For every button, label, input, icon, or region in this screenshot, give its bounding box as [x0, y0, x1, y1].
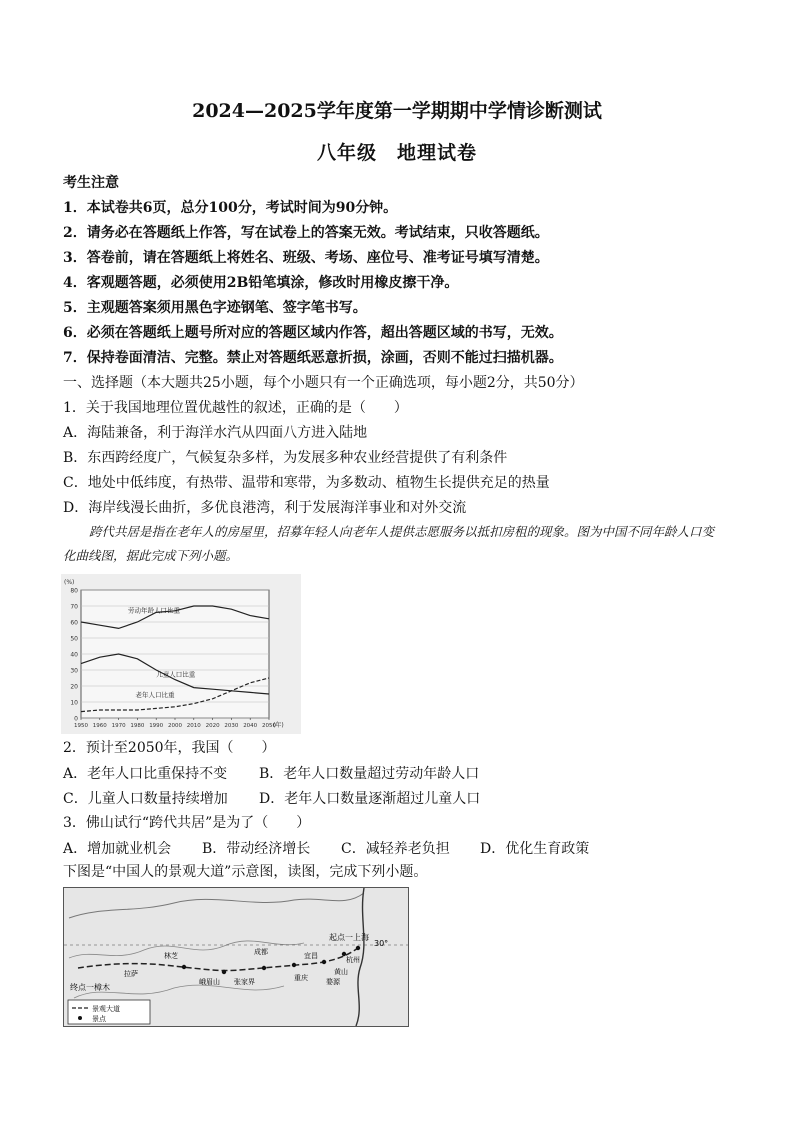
y-tick-label: 40 — [70, 651, 78, 659]
y-tick-label: 10 — [70, 699, 78, 707]
notice-item: 1．本试卷共6页，总分100分，考试时间为90分钟。 — [63, 200, 398, 216]
x-tick-label: 2030 — [224, 723, 239, 729]
series-label-3: 老年人口比重 — [135, 691, 175, 700]
exam-title: 2024—2025学年度第一学期期中学情诊断测试 — [192, 100, 602, 122]
scenic-avenue-map — [63, 887, 409, 1027]
question-1-option-c: C．地处中低纬度，有热带、温带和寒带，为多数动、植物生长提供充足的热量 — [63, 475, 550, 491]
question-3-stem: 3．佛山试行“跨代共居”是为了（ ） — [63, 815, 311, 831]
y-tick-label: 60 — [70, 619, 78, 627]
y-axis-unit: (%) — [64, 579, 75, 586]
reading-passage-2: 下图是“中国人的景观大道”示意图，读图，完成下列小题。 — [63, 864, 428, 880]
y-tick-label: 20 — [70, 683, 78, 691]
legend-road-label: 景观大道 — [92, 1005, 120, 1013]
map-label-latitude: 30° — [374, 939, 389, 948]
map-label-city: 杭州 — [346, 956, 360, 964]
question-1-option-a: A．海陆兼备，利于海洋水汽从四面八方进入陆地 — [63, 425, 368, 441]
notice-item: 7．保持卷面清洁、完整。禁止对答题纸恶意折损，涂画，否则不能过扫描机器。 — [63, 350, 563, 366]
population-chart — [61, 574, 301, 734]
question-2-option-a: A．老年人口比重保持不变 — [63, 766, 228, 782]
map-label-city: 黄山 — [334, 968, 348, 976]
y-tick-label: 50 — [70, 635, 78, 643]
series-label-1: 劳动年龄人口比重 — [128, 606, 180, 615]
x-tick-label: 2050 — [262, 723, 276, 729]
map-label-city: 宜昌 — [304, 952, 318, 960]
x-tick-label: 1990 — [149, 723, 164, 729]
y-tick-label: 70 — [70, 603, 78, 611]
scenic-avenue-map-svg — [64, 888, 408, 1026]
question-2-options-row2 — [63, 788, 480, 808]
question-3-option-b: B．带动经济增长 — [202, 841, 311, 857]
x-tick-label: 2010 — [186, 723, 201, 729]
notice-item: 4．客观题答题，必须使用2B铅笔填涂，修改时用橡皮擦干净。 — [63, 275, 459, 291]
question-3-options — [63, 838, 589, 858]
question-3-option-d: D．优化生育政策 — [480, 841, 590, 857]
question-2-stem: 2．预计至2050年，我国（ ） — [63, 740, 276, 756]
question-2-option-d: D．老年人口数量逐渐超过儿童人口 — [259, 791, 481, 807]
section-heading: 一、选择题（本大题共25小题，每个小题只有一个正确选项，每小题2分，共50分） — [63, 375, 584, 391]
x-tick-label: 1960 — [92, 723, 107, 729]
y-tick-label: 30 — [70, 667, 78, 675]
map-label-city: 张家界 — [234, 978, 255, 986]
question-2-options-row1 — [63, 763, 479, 783]
x-axis-unit: (年) — [273, 722, 284, 729]
map-label-city: 拉萨 — [124, 970, 138, 978]
question-2-option-c: C．儿童人口数量持续增加 — [63, 791, 228, 807]
question-1-option-d: D．海岸线漫长曲折，多优良港湾，利于发展海洋事业和对外交流 — [63, 500, 467, 516]
question-1-stem: 1．关于我国地理位置优越性的叙述，正确的是（ ） — [63, 400, 408, 416]
notice-item: 6．必须在答题纸上题号所对应的答题区域内作答，超出答题区域的书写，无效。 — [63, 325, 563, 341]
notice-item: 3．答卷前，请在答题纸上将姓名、班级、考场、座位号、准考证号填写清楚。 — [63, 250, 549, 266]
map-label-city: 峨眉山 — [199, 978, 220, 986]
notice-heading: 考生注意 — [63, 175, 119, 191]
exam-subtitle: 八年级 地理试卷 — [316, 142, 477, 164]
notice-item: 5．主观题答案须用黑色字迹钢笔、签字笔书写。 — [63, 300, 367, 316]
map-label-city: 成都 — [254, 948, 268, 956]
map-label-city: 林芝 — [164, 952, 178, 960]
question-3-option-a: A．增加就业机会 — [63, 841, 172, 857]
population-chart-svg — [61, 574, 301, 734]
x-tick-label: 2000 — [168, 723, 182, 729]
notice-item: 2．请务必在答题纸上作答，写在试卷上的答案无效。考试结束，只收答题纸。 — [63, 225, 549, 241]
question-3-option-c: C．减轻养老负担 — [341, 841, 450, 857]
series-label-2: 儿童人口比重 — [156, 670, 196, 679]
map-label-end: 终点一樟木 — [70, 983, 110, 992]
x-tick-label: 1970 — [111, 723, 126, 729]
x-tick-label: 2020 — [205, 723, 220, 729]
y-tick-label: 80 — [70, 587, 78, 595]
question-2-option-b: B．老年人口数量超过劳动年龄人口 — [259, 766, 480, 782]
x-tick-label: 1950 — [74, 723, 88, 729]
map-label-start: 起点一上海 — [329, 933, 369, 942]
reading-passage-1: 跨代共居是指在老年人的房屋里，招募年轻人向老年人提供志愿服务以抵扣房租的现象。图为中国不同年龄人口变化曲线图，据此完成下列小题。 — [63, 524, 715, 563]
legend-point-swatch — [78, 1016, 82, 1020]
x-tick-label: 1980 — [130, 723, 145, 729]
map-label-city: 婺源 — [326, 978, 340, 986]
question-1-option-b: B．东西跨经度广，气候复杂多样，为发展多种农业经营提供了有利条件 — [63, 450, 508, 466]
y-tick-label: 0 — [74, 715, 78, 723]
x-tick-label: 2040 — [243, 723, 258, 729]
legend-point-label: 景点 — [92, 1015, 106, 1023]
map-label-city: 重庆 — [294, 974, 308, 982]
